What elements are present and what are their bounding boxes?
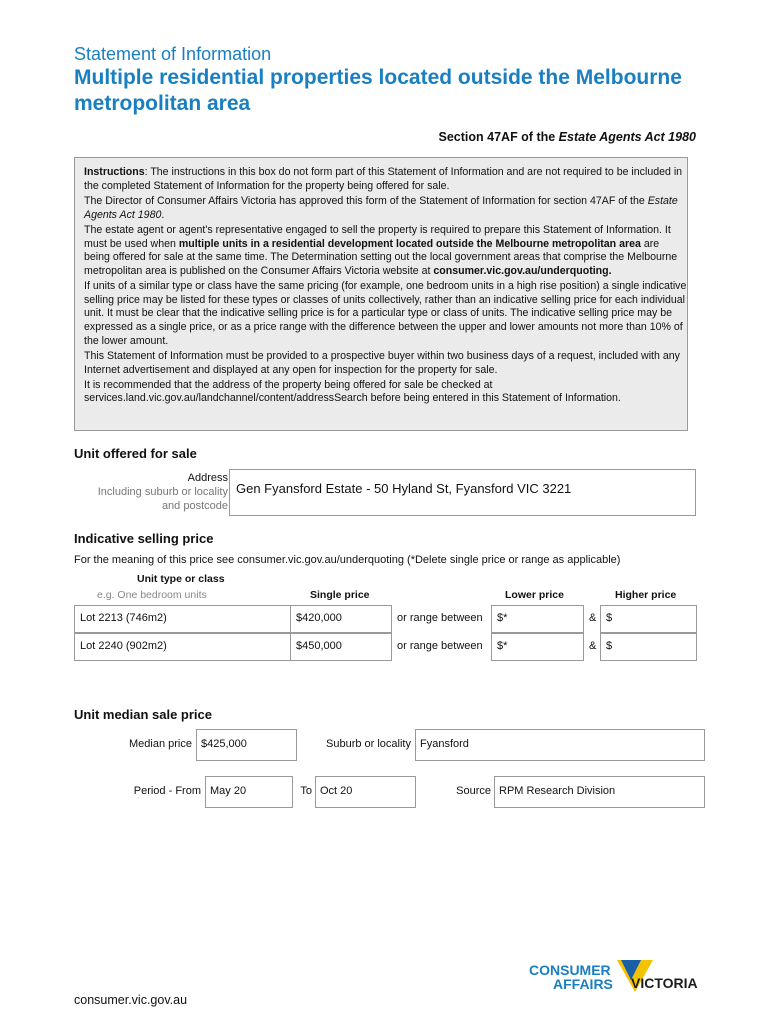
row1-single-price-field[interactable]: $420,000 bbox=[290, 605, 392, 633]
page-title: Multiple residential properties located outside the Melbourne metropolitan area bbox=[74, 66, 682, 115]
row2-unit-field[interactable]: Lot 2240 (902m2) bbox=[74, 633, 291, 661]
underquoting-link[interactable]: consumer.vic.gov.au/underquoting. bbox=[433, 264, 612, 277]
instructions-p2 bbox=[84, 195, 687, 222]
address-label: Address bbox=[187, 472, 228, 484]
source-label: Source bbox=[456, 785, 491, 797]
address-field[interactable]: Gen Fyansford Estate - 50 Hyland St, Fyansford VIC 3221 bbox=[229, 469, 696, 516]
footer-url[interactable]: consumer.vic.gov.au bbox=[74, 993, 188, 1007]
suburb-field[interactable]: Fyansford bbox=[415, 729, 705, 761]
instructions-p3-b: are being offered for sale at the same time. The Determination setting out the local government areas that comprise the Melbourne metropolitan area is published on the Consumer Affairs Victoria website at bbox=[84, 237, 678, 277]
address-sublabel-1: Including suburb or locality bbox=[97, 486, 228, 498]
instructions-p2-a: The Director of Consumer Affairs Victoria has approved this form of the Statement of Information for section 47AF of the bbox=[84, 194, 648, 207]
logo-line-consumer: CONSUMER bbox=[529, 962, 611, 978]
row2-single-price-field[interactable]: $450,000 bbox=[290, 633, 392, 661]
period-to-field[interactable]: Oct 20 bbox=[315, 776, 416, 808]
indicative-price-note: For the meaning of this price see consumer.vic.gov.au/underquoting (*Delete single price or range as applicable) bbox=[74, 554, 621, 566]
col-header-lower-price: Lower price bbox=[505, 589, 564, 601]
col-header-higher-price: Higher price bbox=[615, 589, 677, 601]
row1-lower-price-field[interactable]: $* bbox=[491, 605, 584, 633]
row1-higher-price-field[interactable]: $ bbox=[600, 605, 697, 633]
row1-unit-field[interactable]: Lot 2213 (746m2) bbox=[74, 605, 291, 633]
period-from-field[interactable]: May 20 bbox=[205, 776, 293, 808]
col-header-unit-type: Unit type or class bbox=[137, 573, 225, 585]
instructions-box bbox=[74, 157, 688, 431]
instructions-p3-a: The estate agent or agent's representative engaged to sell the property is required to prepare this Statement of Information. It must be used when bbox=[84, 223, 671, 250]
median-price-field[interactable]: $425,000 bbox=[196, 729, 297, 761]
suburb-label: Suburb or locality bbox=[326, 738, 411, 750]
instructions-p2-b: . bbox=[161, 208, 165, 221]
statement-subtitle: Statement of Information bbox=[74, 44, 272, 64]
median-price-label: Median price bbox=[129, 738, 192, 750]
section-reference bbox=[439, 130, 696, 144]
instructions-p2-act: Estate Agents Act 1980 bbox=[84, 194, 678, 221]
instructions-p1 bbox=[84, 166, 687, 193]
instructions-p4: If units of a similar type or class have the same pricing (for example, one bedroom units in a high rise position) a single indicative selling price may be listed for these types or classes of units collectively, rather than an indicative selling price for each individual unit. It must be clear that the indicative selling price is for a particular type or class of units. The indicative selling price may be expressed as a single price, or as a price range with the difference between the upper and lower amounts not more than 10% of the lower amount. bbox=[84, 280, 687, 347]
row2-range-text: or range between bbox=[397, 640, 483, 652]
median-price-heading: Unit median sale price bbox=[74, 707, 212, 722]
period-to-label: To bbox=[300, 785, 312, 797]
row2-lower-price-field[interactable]: $* bbox=[491, 633, 584, 661]
period-from-label: Period - From bbox=[133, 785, 201, 797]
consumer-affairs-victoria-logo bbox=[527, 958, 703, 1000]
section-act: Estate Agents Act 1980 bbox=[558, 130, 696, 144]
row2-ampersand: & bbox=[589, 640, 597, 652]
row1-range-text: or range between bbox=[397, 612, 483, 624]
row2-higher-price-field[interactable]: $ bbox=[600, 633, 697, 661]
address-labels bbox=[98, 471, 228, 513]
instructions-p1-text: : The instructions in this box do not form part of this Statement of Information and are not required to be included in the completed Statement of Information for the property being offered for sale. bbox=[84, 166, 683, 192]
section-prefix: Section 47AF of the bbox=[438, 130, 559, 144]
col-header-unit-example: e.g. One bedroom units bbox=[97, 589, 207, 601]
instructions-p3-bold: multiple units in a residential development located outside the Melbourne metropolitan area bbox=[178, 237, 641, 250]
instructions-p5: This Statement of Information must be provided to a prospective buyer within two business days of a request, included with any Internet advertisement and displayed at any open for inspection for the property for sale. bbox=[84, 349, 680, 376]
instructions-label: Instructions bbox=[84, 166, 145, 178]
unit-offered-heading: Unit offered for sale bbox=[74, 446, 197, 461]
source-field[interactable]: RPM Research Division bbox=[494, 776, 705, 808]
address-sublabel-2: and postcode bbox=[161, 500, 228, 512]
row1-ampersand: & bbox=[589, 612, 597, 624]
instructions-p3 bbox=[84, 224, 687, 278]
logo-line-victoria: VICTORIA bbox=[631, 975, 698, 991]
instructions-p6: It is recommended that the address of the property being offered for sale be checked at services.land.vic.gov.au/landchannel/content/addressSearch before being entered in this Statement of Information. bbox=[84, 378, 621, 405]
logo-line-affairs: AFFAIRS bbox=[553, 976, 613, 992]
col-header-single-price: Single price bbox=[310, 589, 370, 601]
indicative-price-heading: Indicative selling price bbox=[74, 531, 214, 546]
